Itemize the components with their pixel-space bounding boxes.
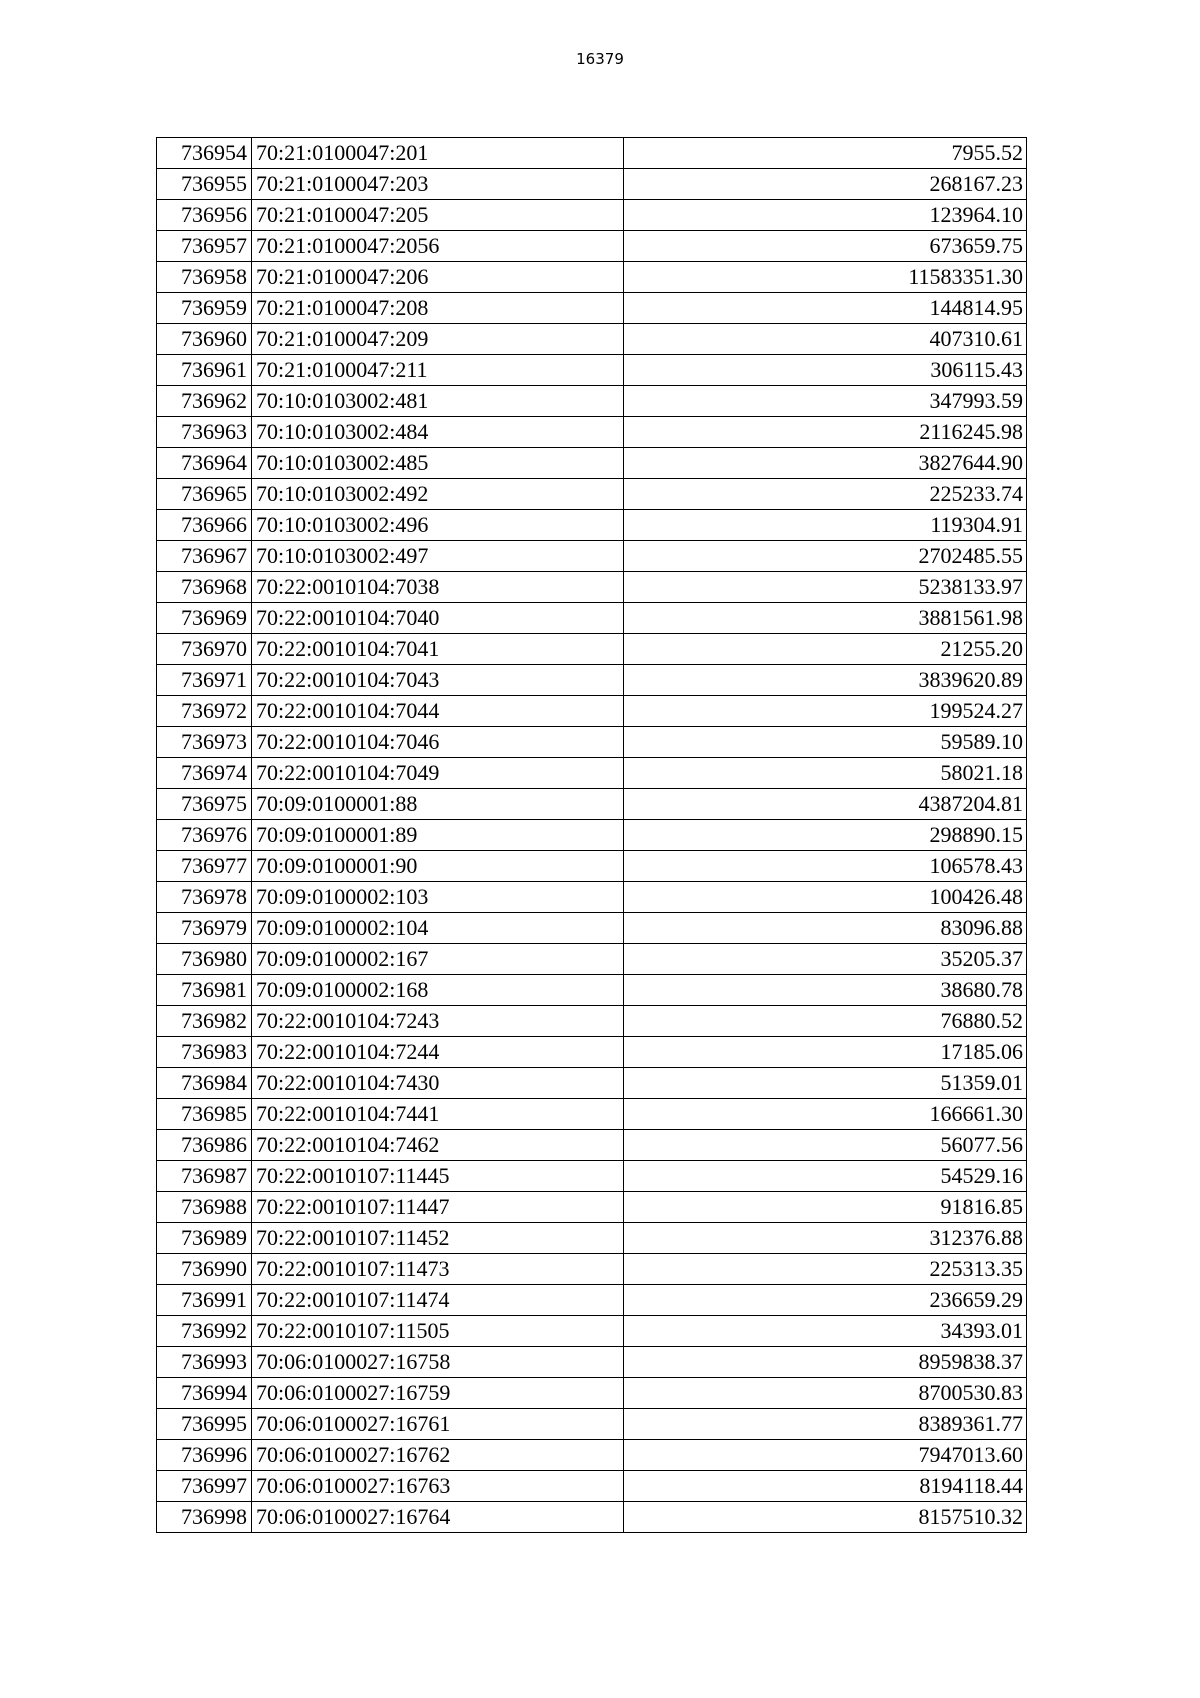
value-cell: 3839620.89 bbox=[624, 665, 1027, 696]
value-cell: 2702485.55 bbox=[624, 541, 1027, 572]
table-row bbox=[157, 1316, 1027, 1347]
cadastral-number-cell: 70:21:0100047:201 bbox=[252, 138, 624, 169]
value-cell: 119304.91 bbox=[624, 510, 1027, 541]
value-cell: 8700530.83 bbox=[624, 1378, 1027, 1409]
cadastral-number-cell: 70:06:0100027:16758 bbox=[252, 1347, 624, 1378]
cadastral-number-cell: 70:21:0100047:203 bbox=[252, 169, 624, 200]
value-cell: 51359.01 bbox=[624, 1068, 1027, 1099]
cadastral-number-cell: 70:10:0103002:485 bbox=[252, 448, 624, 479]
row-number-cell: 736957 bbox=[157, 231, 252, 262]
table-row bbox=[157, 138, 1027, 169]
row-number-cell: 736981 bbox=[157, 975, 252, 1006]
table-row bbox=[157, 293, 1027, 324]
table-row bbox=[157, 1440, 1027, 1471]
table-row bbox=[157, 665, 1027, 696]
cadastral-number-cell: 70:22:0010104:7462 bbox=[252, 1130, 624, 1161]
value-cell: 3827644.90 bbox=[624, 448, 1027, 479]
value-cell: 3881561.98 bbox=[624, 603, 1027, 634]
value-cell: 21255.20 bbox=[624, 634, 1027, 665]
value-cell: 38680.78 bbox=[624, 975, 1027, 1006]
cadastral-number-cell: 70:22:0010104:7244 bbox=[252, 1037, 624, 1068]
cadastral-number-cell: 70:10:0103002:492 bbox=[252, 479, 624, 510]
cadastral-number-cell: 70:22:0010104:7038 bbox=[252, 572, 624, 603]
table-row bbox=[157, 324, 1027, 355]
value-cell: 35205.37 bbox=[624, 944, 1027, 975]
table-row bbox=[157, 1161, 1027, 1192]
row-number-cell: 736983 bbox=[157, 1037, 252, 1068]
row-number-cell: 736956 bbox=[157, 200, 252, 231]
value-cell: 673659.75 bbox=[624, 231, 1027, 262]
row-number-cell: 736954 bbox=[157, 138, 252, 169]
table-row bbox=[157, 696, 1027, 727]
table-row bbox=[157, 975, 1027, 1006]
row-number-cell: 736998 bbox=[157, 1502, 252, 1533]
value-cell: 83096.88 bbox=[624, 913, 1027, 944]
cadastral-number-cell: 70:22:0010104:7441 bbox=[252, 1099, 624, 1130]
page-number: 16379 bbox=[576, 50, 624, 68]
cadastral-number-cell: 70:06:0100027:16761 bbox=[252, 1409, 624, 1440]
value-cell: 76880.52 bbox=[624, 1006, 1027, 1037]
table-row bbox=[157, 1502, 1027, 1533]
cadastral-number-cell: 70:22:0010107:11505 bbox=[252, 1316, 624, 1347]
row-number-cell: 736976 bbox=[157, 820, 252, 851]
table-row bbox=[157, 1471, 1027, 1502]
table-row bbox=[157, 572, 1027, 603]
table-row bbox=[157, 1006, 1027, 1037]
value-cell: 100426.48 bbox=[624, 882, 1027, 913]
row-number-cell: 736974 bbox=[157, 758, 252, 789]
cadastral-number-cell: 70:09:0100002:103 bbox=[252, 882, 624, 913]
value-cell: 8959838.37 bbox=[624, 1347, 1027, 1378]
row-number-cell: 736958 bbox=[157, 262, 252, 293]
row-number-cell: 736991 bbox=[157, 1285, 252, 1316]
table-row bbox=[157, 1223, 1027, 1254]
cadastral-number-cell: 70:10:0103002:481 bbox=[252, 386, 624, 417]
value-cell: 2116245.98 bbox=[624, 417, 1027, 448]
value-cell: 225313.35 bbox=[624, 1254, 1027, 1285]
table-row bbox=[157, 386, 1027, 417]
table-row bbox=[157, 603, 1027, 634]
row-number-cell: 736975 bbox=[157, 789, 252, 820]
cadastral-number-cell: 70:06:0100027:16764 bbox=[252, 1502, 624, 1533]
row-number-cell: 736984 bbox=[157, 1068, 252, 1099]
row-number-cell: 736987 bbox=[157, 1161, 252, 1192]
row-number-cell: 736996 bbox=[157, 1440, 252, 1471]
table-row bbox=[157, 510, 1027, 541]
table-row bbox=[157, 913, 1027, 944]
row-number-cell: 736968 bbox=[157, 572, 252, 603]
cadastral-number-cell: 70:22:0010104:7043 bbox=[252, 665, 624, 696]
table-row bbox=[157, 1068, 1027, 1099]
row-number-cell: 736960 bbox=[157, 324, 252, 355]
table-row bbox=[157, 882, 1027, 913]
value-cell: 4387204.81 bbox=[624, 789, 1027, 820]
cadastral-number-cell: 70:22:0010107:11447 bbox=[252, 1192, 624, 1223]
table-row bbox=[157, 541, 1027, 572]
cadastral-number-cell: 70:22:0010104:7040 bbox=[252, 603, 624, 634]
table-row bbox=[157, 1130, 1027, 1161]
cadastral-number-cell: 70:09:0100001:90 bbox=[252, 851, 624, 882]
value-cell: 11583351.30 bbox=[624, 262, 1027, 293]
row-number-cell: 736965 bbox=[157, 479, 252, 510]
cadastral-number-cell: 70:22:0010104:7046 bbox=[252, 727, 624, 758]
value-cell: 106578.43 bbox=[624, 851, 1027, 882]
value-cell: 306115.43 bbox=[624, 355, 1027, 386]
table-row bbox=[157, 231, 1027, 262]
cadastral-number-cell: 70:09:0100002:104 bbox=[252, 913, 624, 944]
row-number-cell: 736988 bbox=[157, 1192, 252, 1223]
row-number-cell: 736994 bbox=[157, 1378, 252, 1409]
cadastral-number-cell: 70:21:0100047:206 bbox=[252, 262, 624, 293]
row-number-cell: 736969 bbox=[157, 603, 252, 634]
table-row bbox=[157, 634, 1027, 665]
row-number-cell: 736977 bbox=[157, 851, 252, 882]
value-cell: 54529.16 bbox=[624, 1161, 1027, 1192]
row-number-cell: 736997 bbox=[157, 1471, 252, 1502]
row-number-cell: 736972 bbox=[157, 696, 252, 727]
row-number-cell: 736970 bbox=[157, 634, 252, 665]
cadastral-number-cell: 70:22:0010107:11473 bbox=[252, 1254, 624, 1285]
row-number-cell: 736967 bbox=[157, 541, 252, 572]
value-cell: 59589.10 bbox=[624, 727, 1027, 758]
table-row bbox=[157, 1037, 1027, 1068]
cadastral-number-cell: 70:22:0010107:11452 bbox=[252, 1223, 624, 1254]
value-cell: 8157510.32 bbox=[624, 1502, 1027, 1533]
table-row bbox=[157, 448, 1027, 479]
row-number-cell: 736979 bbox=[157, 913, 252, 944]
cadastral-number-cell: 70:22:0010107:11474 bbox=[252, 1285, 624, 1316]
value-cell: 7955.52 bbox=[624, 138, 1027, 169]
table-body bbox=[157, 138, 1027, 1533]
value-cell: 7947013.60 bbox=[624, 1440, 1027, 1471]
cadastral-number-cell: 70:06:0100027:16759 bbox=[252, 1378, 624, 1409]
table-row bbox=[157, 851, 1027, 882]
cadastral-number-cell: 70:22:0010107:11445 bbox=[252, 1161, 624, 1192]
row-number-cell: 736971 bbox=[157, 665, 252, 696]
table-row bbox=[157, 1347, 1027, 1378]
row-number-cell: 736985 bbox=[157, 1099, 252, 1130]
value-cell: 8194118.44 bbox=[624, 1471, 1027, 1502]
table-row bbox=[157, 169, 1027, 200]
row-number-cell: 736963 bbox=[157, 417, 252, 448]
value-cell: 268167.23 bbox=[624, 169, 1027, 200]
table-row bbox=[157, 417, 1027, 448]
table-row bbox=[157, 944, 1027, 975]
cadastral-number-cell: 70:21:0100047:211 bbox=[252, 355, 624, 386]
value-cell: 312376.88 bbox=[624, 1223, 1027, 1254]
table-row bbox=[157, 200, 1027, 231]
value-cell: 123964.10 bbox=[624, 200, 1027, 231]
value-cell: 166661.30 bbox=[624, 1099, 1027, 1130]
cadastral-number-cell: 70:22:0010104:7243 bbox=[252, 1006, 624, 1037]
row-number-cell: 736982 bbox=[157, 1006, 252, 1037]
cadastral-number-cell: 70:22:0010104:7041 bbox=[252, 634, 624, 665]
row-number-cell: 736961 bbox=[157, 355, 252, 386]
cadastral-number-cell: 70:22:0010104:7044 bbox=[252, 696, 624, 727]
cadastral-number-cell: 70:22:0010104:7430 bbox=[252, 1068, 624, 1099]
cadastral-number-cell: 70:10:0103002:497 bbox=[252, 541, 624, 572]
cadastral-number-cell: 70:22:0010104:7049 bbox=[252, 758, 624, 789]
row-number-cell: 736973 bbox=[157, 727, 252, 758]
cadastral-number-cell: 70:09:0100001:89 bbox=[252, 820, 624, 851]
table-row bbox=[157, 820, 1027, 851]
cadastral-number-cell: 70:10:0103002:484 bbox=[252, 417, 624, 448]
value-cell: 199524.27 bbox=[624, 696, 1027, 727]
value-cell: 34393.01 bbox=[624, 1316, 1027, 1347]
row-number-cell: 736964 bbox=[157, 448, 252, 479]
table-row bbox=[157, 758, 1027, 789]
cadastral-number-cell: 70:06:0100027:16763 bbox=[252, 1471, 624, 1502]
value-cell: 407310.61 bbox=[624, 324, 1027, 355]
row-number-cell: 736989 bbox=[157, 1223, 252, 1254]
row-number-cell: 736966 bbox=[157, 510, 252, 541]
cadastral-number-cell: 70:09:0100001:88 bbox=[252, 789, 624, 820]
cadastral-number-cell: 70:21:0100047:205 bbox=[252, 200, 624, 231]
table-row bbox=[157, 727, 1027, 758]
value-cell: 8389361.77 bbox=[624, 1409, 1027, 1440]
value-cell: 225233.74 bbox=[624, 479, 1027, 510]
table-row bbox=[157, 1285, 1027, 1316]
row-number-cell: 736992 bbox=[157, 1316, 252, 1347]
row-number-cell: 736955 bbox=[157, 169, 252, 200]
value-cell: 56077.56 bbox=[624, 1130, 1027, 1161]
row-number-cell: 736959 bbox=[157, 293, 252, 324]
row-number-cell: 736993 bbox=[157, 1347, 252, 1378]
cadastral-number-cell: 70:21:0100047:209 bbox=[252, 324, 624, 355]
table-row bbox=[157, 479, 1027, 510]
table-row bbox=[157, 1192, 1027, 1223]
cadastral-number-cell: 70:21:0100047:208 bbox=[252, 293, 624, 324]
table-row bbox=[157, 1409, 1027, 1440]
value-cell: 298890.15 bbox=[624, 820, 1027, 851]
cadastral-number-cell: 70:09:0100002:168 bbox=[252, 975, 624, 1006]
cadastral-number-cell: 70:06:0100027:16762 bbox=[252, 1440, 624, 1471]
value-cell: 17185.06 bbox=[624, 1037, 1027, 1068]
row-number-cell: 736995 bbox=[157, 1409, 252, 1440]
value-cell: 144814.95 bbox=[624, 293, 1027, 324]
table-row bbox=[157, 1254, 1027, 1285]
value-cell: 347993.59 bbox=[624, 386, 1027, 417]
value-cell: 5238133.97 bbox=[624, 572, 1027, 603]
row-number-cell: 736990 bbox=[157, 1254, 252, 1285]
data-table bbox=[156, 137, 1027, 1533]
table-row bbox=[157, 789, 1027, 820]
cadastral-number-cell: 70:10:0103002:496 bbox=[252, 510, 624, 541]
row-number-cell: 736986 bbox=[157, 1130, 252, 1161]
value-cell: 236659.29 bbox=[624, 1285, 1027, 1316]
table-row bbox=[157, 1378, 1027, 1409]
cadastral-number-cell: 70:09:0100002:167 bbox=[252, 944, 624, 975]
value-cell: 91816.85 bbox=[624, 1192, 1027, 1223]
row-number-cell: 736980 bbox=[157, 944, 252, 975]
table-row bbox=[157, 355, 1027, 386]
row-number-cell: 736962 bbox=[157, 386, 252, 417]
row-number-cell: 736978 bbox=[157, 882, 252, 913]
value-cell: 58021.18 bbox=[624, 758, 1027, 789]
cadastral-number-cell: 70:21:0100047:2056 bbox=[252, 231, 624, 262]
table-row bbox=[157, 1099, 1027, 1130]
table-row bbox=[157, 262, 1027, 293]
